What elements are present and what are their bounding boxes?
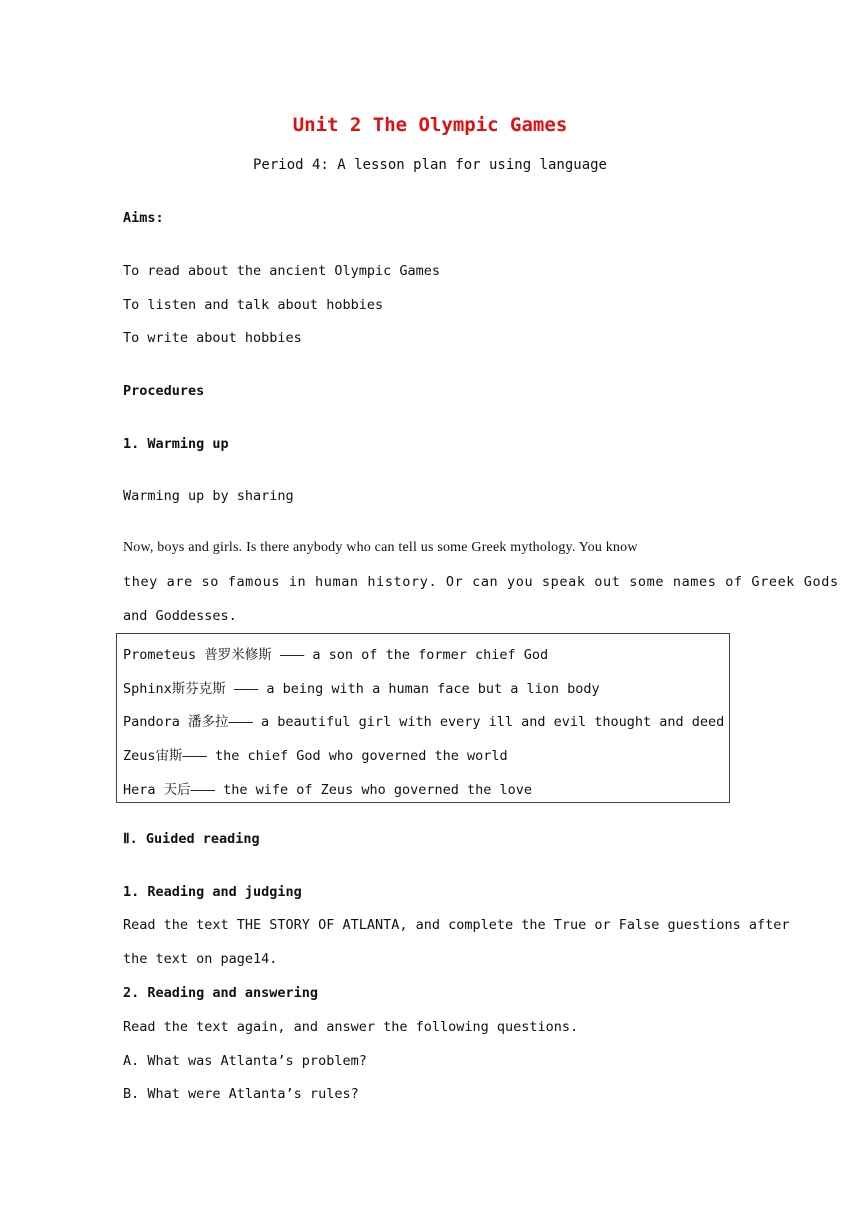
document-subtitle: Period 4: A lesson plan for using language — [252, 157, 607, 173]
warming-up-heading: 1. Warming up — [123, 436, 229, 452]
procedures-heading: Procedures — [123, 383, 205, 399]
god-entry: Sphinx斯芬克斯 ——— a being with a human face but a lion body — [123, 681, 600, 697]
aim-item: To write about hobbies — [123, 330, 302, 346]
question-item: B. What were Atlanta’s rules? — [123, 1086, 359, 1102]
document-title: Unit 2 The Olympic Games — [292, 114, 568, 136]
reading-answering-intro: Read the text again, and answer the following questions. — [123, 1019, 579, 1035]
warming-up-subheading: Warming up by sharing — [123, 488, 294, 504]
reading-answering-heading: 2. Reading and answering — [123, 985, 319, 1001]
aim-item: To listen and talk about hobbies — [123, 297, 384, 313]
god-entry: Pandora 潘多拉——— a beautiful girl with every ill and evil thought and deed — [123, 714, 725, 730]
god-entry: Zeus宙斯——— the chief God who governed the world — [123, 748, 508, 764]
reading-judging-line: the text on page14. — [123, 951, 278, 967]
aims-heading: Aims: — [123, 210, 164, 226]
god-entry: Hera 天后——— the wife of Zeus who governed the love — [123, 782, 533, 798]
reading-judging-line: Read the text THE STORY OF ATLANTA, and complete the True or False guestions after — [123, 917, 790, 933]
warming-paragraph-line: Now, boys and girls. Is there anybody who can tell us some Greek mythology. You know — [123, 540, 638, 555]
warming-paragraph-line: and Goddesses. — [123, 608, 237, 624]
god-entry: Prometeus 普罗米修斯 ——— a son of the former chief God — [123, 647, 549, 663]
aim-item: To read about the ancient Olympic Games — [123, 263, 440, 279]
guided-reading-heading: Ⅱ. Guided reading — [123, 831, 260, 847]
warming-paragraph-line: they are so famous in human history. Or can you speak out some names of Greek Gods — [123, 574, 839, 590]
question-item: A. What was Atlanta’s problem? — [123, 1053, 367, 1069]
reading-judging-heading: 1. Reading and judging — [123, 884, 302, 900]
